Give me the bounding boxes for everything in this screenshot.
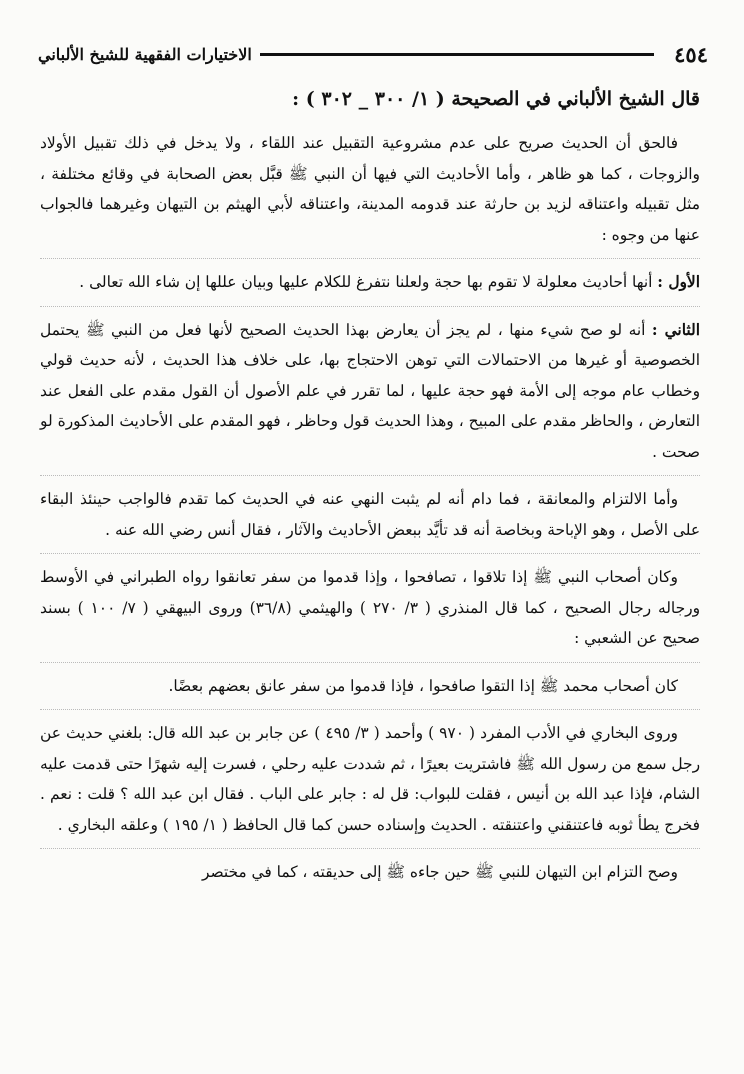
paragraph bbox=[40, 718, 700, 849]
header-rule bbox=[260, 53, 654, 56]
paragraph-lead: الثاني : bbox=[651, 320, 701, 339]
paragraph bbox=[40, 484, 700, 554]
running-title: الاختيارات الفقهية للشيخ الألباني bbox=[38, 44, 252, 64]
paragraph-text: وصح التزام ابن التيهان للنبي ﷺ حين جاءه ﷺ إلى حديقته ، كما في مختصر bbox=[202, 863, 678, 881]
paragraph-text: وكان أصحاب النبي ﷺ إذا تلاقوا ، تصافحوا ، وإذا قدموا من سفر تعانقوا رواه الطبراني في الأوسط ورجاله رجال الصحيح ، كما قال المنذري ( ٣/ ٢٧٠ ) والهيثمي (٣٦/٨) وروى البيهقي ( ٧/ ١٠٠ ) بسند صحيح عن الشعبي : bbox=[40, 568, 701, 647]
page-body bbox=[40, 84, 700, 904]
page-number: ٤٥٤ bbox=[674, 41, 708, 67]
paragraph bbox=[40, 128, 700, 259]
paragraph bbox=[40, 315, 700, 477]
paragraph-text: فالحق أن الحديث صريح على عدم مشروعية التقبيل عند اللقاء ، ولا يدخل في ذلك تقبيل الأولاد والزوجات ، كما هو ظاهر ، وأما الأحاديث التي فيها أن النبي ﷺ قبَّل بعض الصحابة في وقائع مختلفة ، مثل تقبيله واعتناقه لزيد بن حارثة عند قدومه المدينة، واعتناقه لأبي الهيثم بن التيهان وغيرهما فالجواب عنها من وجوه : bbox=[40, 134, 700, 244]
paragraph-text: كان أصحاب محمد ﷺ إذا التقوا صافحوا ، فإذا قدموا من سفر عانق بعضهم بعضًا. bbox=[168, 676, 678, 695]
paragraph bbox=[40, 267, 700, 307]
section-heading: قال الشيخ الألباني في الصحيحة ( ١/ ٣٠٠ _ ٣٠٢ ) : bbox=[292, 88, 700, 110]
paragraph bbox=[40, 857, 700, 896]
paragraph-text: وأما الالتزام والمعانقة ، فما دام أنه لم يثبت النهي عنه في الحديث كما تقدم فالواجب حينئذ البقاء على الأصل ، وهو الإباحة وبخاصة أنه قد تأيَّد ببعض الأحاديث والآثار ، فقال أنس رضي الله عنه . bbox=[40, 490, 700, 539]
page-header bbox=[38, 34, 708, 74]
paragraph-text: أنها أحاديث معلولة لا تقوم بها حجة ولعلنا نتفرغ للكلام عليها وبيان عللها إن شاء الله تعالى . bbox=[79, 273, 658, 291]
paragraph-lead: الأول : bbox=[657, 273, 700, 291]
paragraph-text: وروى البخاري في الأدب المفرد ( ٩٧٠ ) وأحمد ( ٣/ ٤٩٥ ) عن جابر بن عبد الله قال: بلغني حديث عن رجل سمع من رسول الله ﷺ فاشتريت بعيرًا ، ثم شددت عليه رحلي ، فسرت إليه شهرًا حتى قدمت عليه الشام، فإذا عبد الله بن أنيس ، فقلت للبواب: قل له : جابر على الباب . فقال ابن عبد الله ؟ قلت : نعم . فخرج يطأ ثوبه فاعتنقني واعتنقته . الحديث وإسناده حسن كما قال الحافظ ( ١/ ١٩٥ ) وعلقه البخاري . bbox=[40, 724, 700, 834]
paragraph bbox=[40, 562, 700, 663]
paragraph-text: أنه لو صح شيء منها ، لم يجز أن يعارض بهذا الحديث الصحيح لأنها فعل من النبي ﷺ يحتمل الخصوصية أو غيرها من الاحتمالات التي توهن الاحتجاج بها، على خلاف هذا الحديث ، لأنه حديث قولي وخطاب عام موجه إلى الأمة فهو حجة عليها ، لما تقرر في علم الأصول أن القول مقدم على الفعل عند التعارض ، والحاظر مقدم على المبيح ، وهذا الحديث قول وحاظر ، فهو المقدم على الأحاديث المذكورة لو صحت . bbox=[40, 320, 700, 461]
quote-paragraph bbox=[40, 671, 700, 711]
